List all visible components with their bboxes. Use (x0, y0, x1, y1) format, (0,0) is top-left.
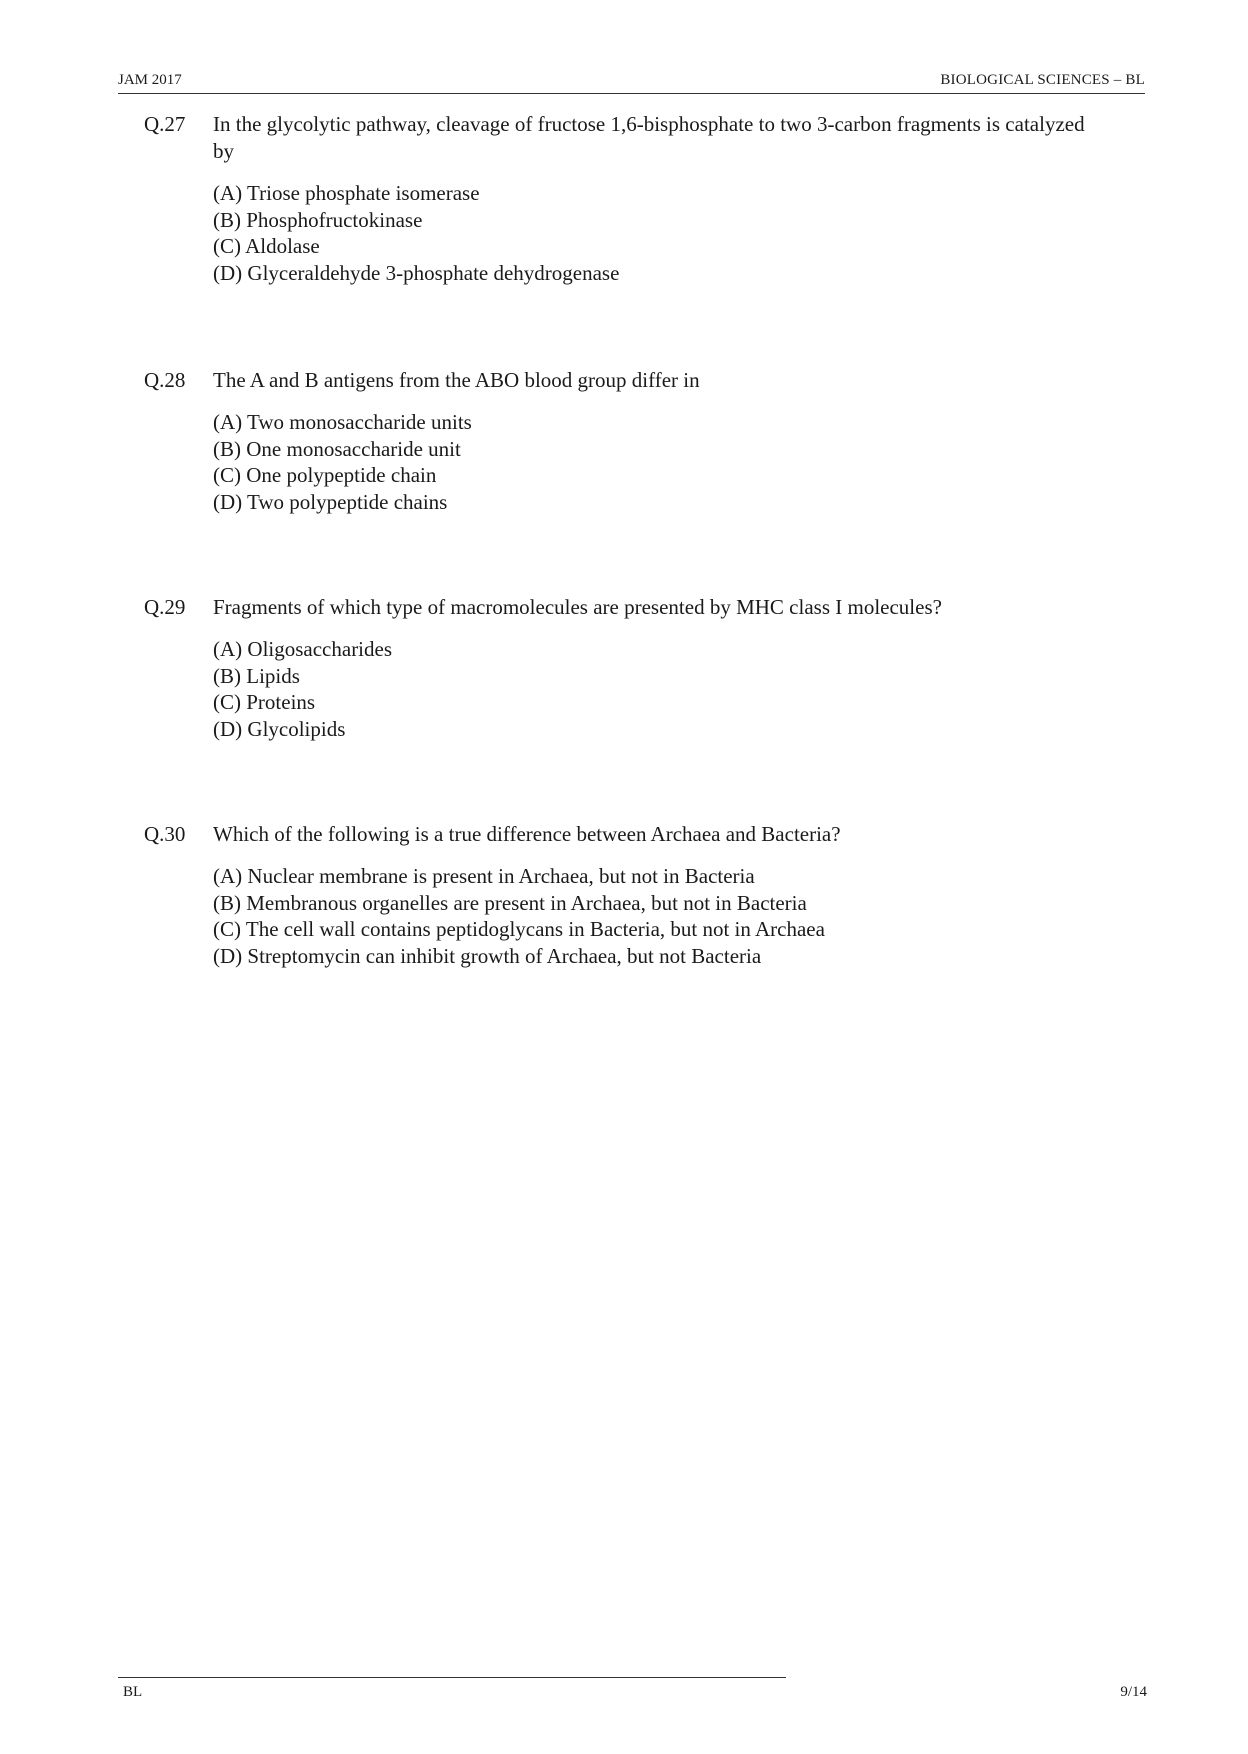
question-number: Q.29 (144, 595, 186, 619)
option-d: (D) Two polypeptide chains (213, 490, 448, 515)
page-footer-left: BL (123, 1684, 143, 1700)
option-d: (D) Glyceraldehyde 3-phosphate dehydrogenase (213, 261, 620, 286)
option-a: (A) Oligosaccharides (213, 637, 393, 661)
option-list (213, 409, 1104, 516)
question-number: Q.30 (144, 822, 186, 846)
footer-divider (118, 1677, 786, 1678)
option-a: (A) Triose phosphate isomerase (213, 181, 480, 205)
option-b: (B) Membranous organelles are present in Archaea, but not in Bacteria (213, 890, 807, 915)
option-c: (C) One polypeptide chain (213, 463, 437, 488)
page-header-right: BIOLOGICAL SCIENCES – BL (940, 72, 1145, 88)
question-number: Q.28 (144, 368, 186, 392)
question-text: Fragments of which type of macromolecules are presented by MHC class I molecules? (213, 595, 942, 619)
option-a: (A) Nuclear membrane is present in Archaea, but not in Bacteria (213, 864, 755, 888)
option-d: (D) Streptomycin can inhibit growth of Archaea, but not Bacteria (213, 944, 762, 969)
question-30 (144, 821, 1104, 970)
header-divider (118, 93, 1145, 94)
question-text: In the glycolytic pathway, cleavage of fructose 1,6-bisphosphate to two 3-carbon fragments is catalyzed by (213, 112, 1085, 163)
page-header-left: JAM 2017 (118, 72, 182, 88)
option-c: (C) Proteins (213, 690, 316, 715)
option-list (213, 180, 1104, 287)
option-c: (C) The cell wall contains peptidoglycans in Bacteria, but not in Archaea (213, 917, 825, 942)
question-number: Q.27 (144, 112, 186, 136)
option-a: (A) Two monosaccharide units (213, 410, 472, 434)
question-text: Which of the following is a true difference between Archaea and Bacteria? (213, 822, 841, 846)
question-28 (144, 367, 1104, 516)
option-d: (D) Glycolipids (213, 717, 346, 742)
question-27 (144, 111, 1104, 287)
page-number: 9/14 (1120, 1684, 1147, 1700)
option-b: (B) Lipids (213, 663, 300, 688)
option-list (213, 863, 1104, 970)
option-c: (C) Aldolase (213, 234, 320, 259)
question-29 (144, 594, 1104, 743)
option-list (213, 636, 1104, 743)
question-text: The A and B antigens from the ABO blood group differ in (213, 368, 700, 392)
option-b: (B) Phosphofructokinase (213, 207, 423, 232)
option-b: (B) One monosaccharide unit (213, 436, 461, 461)
